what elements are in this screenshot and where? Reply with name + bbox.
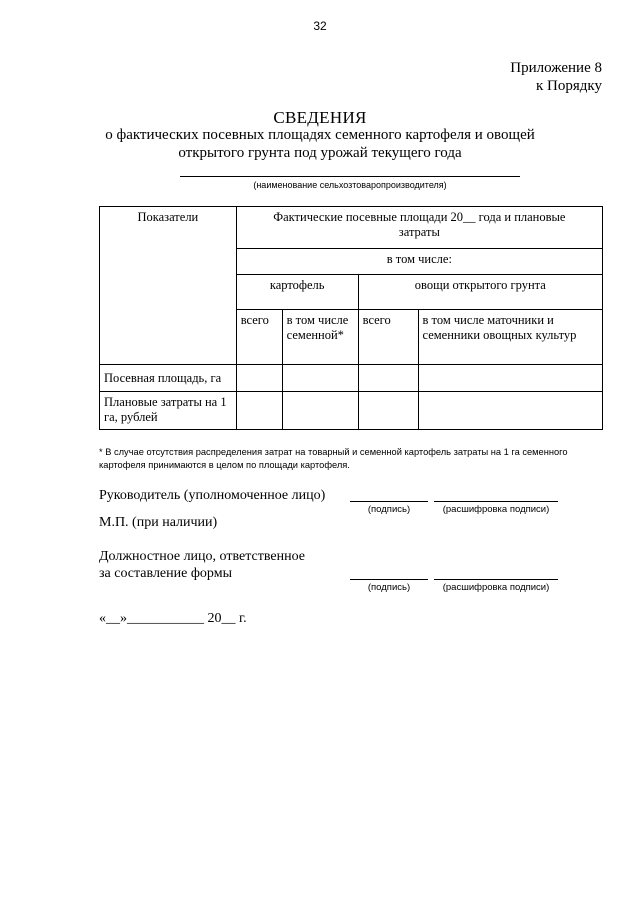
date-line[interactable]: «__»___________ 20__ г. bbox=[99, 611, 247, 626]
footnote: * В случае отсутствия распределения затрат на товарный и семенной картофель затраты на 1 га семенного картофеля принимаются в целом по площади картофеля. bbox=[99, 447, 568, 471]
page-number: 32 bbox=[313, 19, 327, 33]
planned-costs-vegetables-seed-cell[interactable] bbox=[418, 392, 603, 430]
officer-decoding-caption: (расшифровка подписи) bbox=[442, 582, 550, 593]
area-costs-table bbox=[99, 206, 603, 430]
table-row bbox=[100, 392, 603, 430]
stamp-label: М.П. (при наличии) bbox=[99, 515, 218, 530]
potato-header: картофель bbox=[236, 275, 358, 310]
sown-area-potato-total-cell[interactable] bbox=[236, 365, 282, 392]
actual-areas-header: Фактические посевные площади 20__ года и плановые затраты bbox=[236, 207, 602, 249]
appendix-reference: к Порядку bbox=[536, 78, 602, 94]
document-title: СВЕДЕНИЯ bbox=[273, 108, 367, 127]
including-header: в том числе: bbox=[236, 249, 602, 275]
sown-area-vegetables-seed-cell[interactable] bbox=[418, 365, 603, 392]
planned-costs-vegetables-total-cell[interactable] bbox=[358, 392, 418, 430]
organization-name-line[interactable] bbox=[180, 176, 520, 177]
vegetables-seed-header: в том числе маточники и семенники овощных культур bbox=[418, 310, 603, 365]
vegetables-total-header: всего bbox=[358, 310, 418, 365]
responsible-officer-label-line1: Должностное лицо, ответственное bbox=[99, 549, 305, 564]
open-ground-vegetables-header: овощи открытого грунта bbox=[358, 275, 602, 310]
head-signature-caption: (подпись) bbox=[367, 504, 411, 515]
appendix-label: Приложение 8 bbox=[510, 60, 602, 76]
officer-signature-caption: (подпись) bbox=[367, 582, 411, 593]
planned-costs-label: Плановые затраты на 1 га, рублей bbox=[100, 392, 237, 430]
sown-area-potato-seed-cell[interactable] bbox=[282, 365, 358, 392]
officer-signature-line[interactable] bbox=[350, 579, 428, 580]
potato-seed-header: в том числе семенной* bbox=[282, 310, 358, 365]
indicators-header: Показатели bbox=[100, 207, 237, 365]
head-signature-line[interactable] bbox=[350, 501, 428, 502]
document-subtitle-line2: открытого грунта под урожай текущего года bbox=[178, 145, 462, 161]
planned-costs-potato-seed-cell[interactable] bbox=[282, 392, 358, 430]
sown-area-vegetables-total-cell[interactable] bbox=[358, 365, 418, 392]
organization-name-caption: (наименование сельхозтоваропроизводителя) bbox=[253, 180, 447, 190]
table-row bbox=[100, 365, 603, 392]
officer-decoding-line[interactable] bbox=[434, 579, 558, 580]
potato-total-header: всего bbox=[236, 310, 282, 365]
responsible-officer-label-line2: за составление формы bbox=[99, 566, 232, 581]
sown-area-label: Посевная площадь, га bbox=[100, 365, 237, 392]
head-decoding-caption: (расшифровка подписи) bbox=[442, 504, 550, 515]
head-decoding-line[interactable] bbox=[434, 501, 558, 502]
planned-costs-potato-total-cell[interactable] bbox=[236, 392, 282, 430]
document-subtitle-line1: о фактических посевных площадях семенного картофеля и овощей bbox=[105, 127, 535, 143]
head-signatory-label: Руководитель (уполномоченное лицо) bbox=[99, 488, 326, 503]
